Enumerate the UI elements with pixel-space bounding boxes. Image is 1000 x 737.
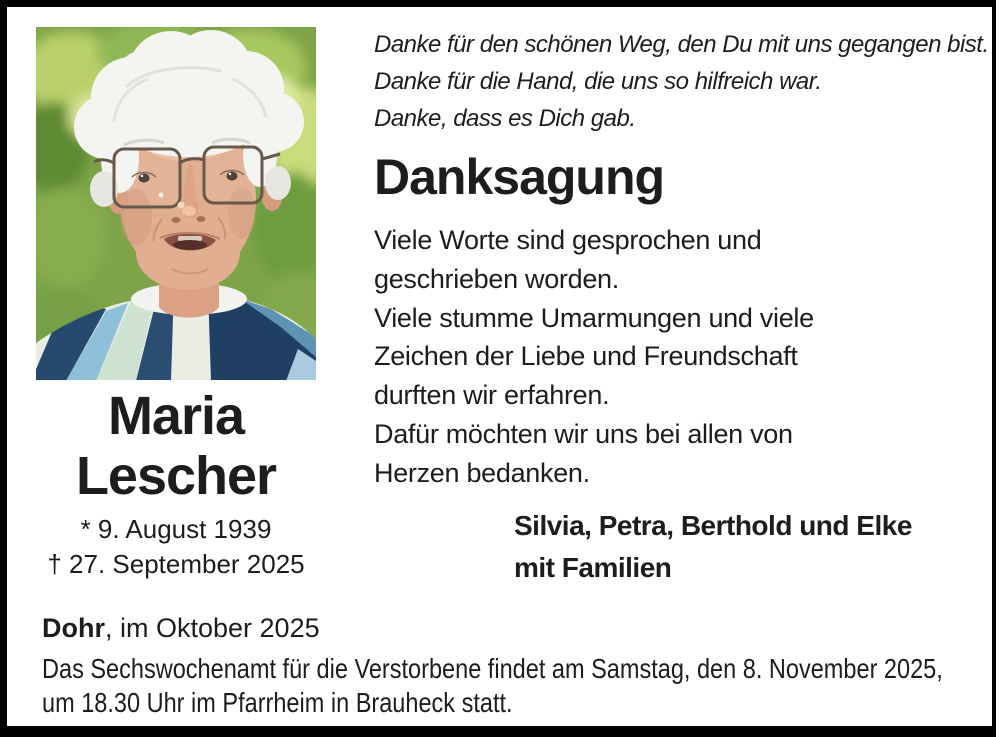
quote-line: Danke für die Hand, die uns so hilfreich war.	[374, 68, 822, 95]
death-date: † 27. September 2025	[47, 549, 305, 579]
notice-heading: Danksagung	[374, 149, 665, 205]
thanks-text	[374, 221, 814, 493]
family-names	[514, 505, 912, 589]
thanks-line: Dafür möchten wir uns bei allen von	[374, 418, 793, 449]
quote-line: Danke für den schönen Weg, den Du mit uns gegangen bist.	[374, 31, 989, 58]
quote-line: Danke, dass es Dich gab.	[374, 105, 636, 132]
family-names-line: mit Familien	[514, 552, 672, 583]
deceased-first-name: Maria	[107, 386, 245, 446]
thanks-line: Viele stumme Umarmungen und viele	[374, 302, 814, 333]
service-line: Das Sechswochenamt für die Verstorbene findet am Samstag, den 8. November 2025,	[42, 653, 943, 684]
family-names-line: Silvia, Petra, Berthold und Elke	[514, 510, 912, 541]
life-dates	[26, 512, 326, 582]
thanks-line: Herzen bedanken.	[374, 457, 590, 488]
thanks-line: Zeichen der Liebe und Freundschaft	[374, 341, 798, 372]
service-announcement	[42, 652, 943, 720]
deceased-name	[26, 386, 326, 506]
memorial-quote	[374, 26, 989, 137]
place-name: Dohr	[42, 613, 105, 643]
service-line: um 18.30 Uhr im Pfarrheim in Brauheck statt.	[42, 687, 513, 718]
deceased-last-name: Lescher	[75, 446, 277, 506]
place-dateline	[42, 612, 320, 644]
birth-date: * 9. August 1939	[80, 514, 272, 544]
dateline-suffix: , im Oktober 2025	[105, 613, 320, 643]
thanks-line: geschrieben worden.	[374, 263, 619, 294]
thanks-line: Viele Worte sind gesprochen und	[374, 225, 762, 255]
portrait-photo	[36, 27, 316, 380]
thanks-line: durften wir erfahren.	[374, 380, 610, 411]
